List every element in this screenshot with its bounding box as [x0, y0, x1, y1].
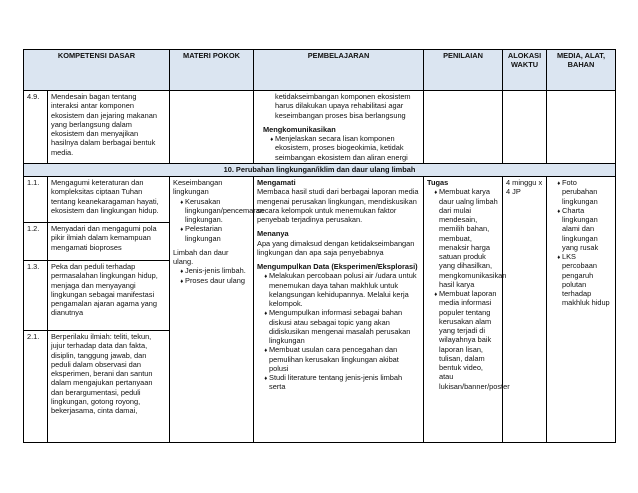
materi-pokok-cell: [170, 177, 264, 443]
kd-text: Mengagumi keteraturan dan kompleksitas ciptaan Tuhan tentang keanekaragaman hayati, ekosistem dan lingkungan hidup.: [48, 177, 170, 223]
syllabus-table: [23, 49, 616, 443]
header-row: [24, 50, 616, 91]
pembelajaran-bullet-list-top: [263, 134, 420, 162]
kd-number: 4.9.: [24, 91, 48, 164]
pembelajaran-cell-top: [254, 91, 424, 164]
list-item: • Melakukan percobaan polusi air /udara untuk menemukan daya tahan makhluk untuk kelangsungan kehidupannya. Melalui kerja kelompok.: [269, 271, 420, 308]
list-item: • LKS percobaan pengaruh polutan terhadap makhluk hidup: [562, 252, 612, 308]
header-kompetensi-dasar: KOMPETENSI DASAR: [24, 50, 170, 91]
materi-bullet-list: [173, 196, 264, 243]
penilaian-cell: [424, 177, 510, 443]
header-penilaian: PENILAIAN: [424, 50, 503, 91]
media-cell-empty: [547, 91, 616, 164]
media-cell: [547, 177, 616, 443]
kd-text: Berperilaku ilmiah: teliti, tekun, jujur terhadap data dan fakta, disiplin, tanggung jawab, dan peduli dalam observasi dan eksperimen, berani dan santun dalam mengajukan pertanyaan dan berargumentasi, peduli lingkungan, gotong royong, bekerjasama, cinta damai,: [48, 331, 170, 443]
penilaian-bullet-list: [427, 187, 510, 391]
list-item: • Pelestarian lingkungan: [185, 224, 250, 243]
kd-number: 1.3.: [24, 261, 48, 331]
section-row: [24, 164, 616, 177]
list-item: • Menjelaskan secara lisan komponen ekosistem, proses biogeokimia, ketidak seimbangan ekosistem dan aliran energi: [275, 134, 420, 162]
pembelajaran-cell: [254, 177, 424, 443]
header-media-alat-bahan: MEDIA, ALAT, BAHAN: [547, 50, 616, 91]
materi-sub-bullet-list: [173, 266, 250, 285]
list-item: • Jenis-jenis limbah.: [185, 266, 250, 275]
section-title: 10. Perubahan lingkungan/iklim dan daur ulang limbah: [24, 164, 616, 177]
heading-mengumpulkan-data: Mengumpulkan Data (Eksperimen/Eksplorasi): [257, 262, 418, 271]
materi-subtitle: Limbah dan daur ulang.: [173, 247, 229, 266]
alokasi-cell-empty: [503, 91, 547, 164]
penilaian-title: Tugas: [427, 178, 449, 187]
kd-text: Menyadari dan mengagumi pola pikir ilmiah dalam kemampuan mengamati bioproses: [48, 223, 170, 261]
heading-mengamati: Mengamati: [257, 178, 296, 187]
list-item: • Membuat laporan media informasi populer tentang kerusakan alam yang terjadi di wilayahnya baik laporan lisan, tulisan, dalam bentuk video, atau lukisan/banner/poster: [439, 289, 499, 391]
list-item: • Membuat karya daur ualng limbah dari mulai mendesain, memilih bahan, membuat, menaksir harga satuan produk yang dihasilkan, mengkomunikasikan hasil karya: [439, 187, 499, 289]
pembelajaran-heading-mengkomunikasikan: Mengkomunikasikan: [263, 124, 336, 134]
materi-cell-empty: [170, 91, 254, 164]
pembelajaran-bullet-list: [257, 271, 420, 391]
list-item: • Proses daur ulang: [185, 276, 250, 285]
heading-menanya: Menanya: [257, 229, 289, 239]
pembelajaran-continuation: ketidakseimbangan komponen ekosistem harus dilakukan upaya rehabilitasi agar keseimbangan proses bisa berlangsung: [275, 92, 411, 120]
kd-number: 2.1.: [24, 331, 48, 443]
list-item: • Mengumpulkan informasi sebagai bahan diskusi atau sebagai topic yang akan didiskusikan mengenai masalah perusakan lingkungan: [269, 308, 420, 345]
list-item: • Charta lingkungan alami dan lingkungan yang rusak: [562, 206, 612, 252]
kd-text: Mendesain bagan tentang interaksi antar komponen ekosistem dan jejaring makanan yang berlangsung dalam ekosistem dan menyajikan hasilnya dalam berbagai bentuk media.: [48, 91, 170, 164]
media-bullet-list: [550, 178, 612, 308]
list-item: • Foto perubahan lingkungan: [562, 178, 612, 206]
penilaian-cell-empty: [424, 91, 503, 164]
kd-number: 1.1.: [24, 177, 48, 223]
table-row-4-9: [24, 91, 616, 164]
header-alokasi-waktu: ALOKASI WAKTU: [503, 50, 547, 91]
materi-title: Keseimbangan lingkungan: [173, 178, 223, 197]
text-mengamati: Membaca hasil studi dari berbagai laporan media mengenai perusakan lingkungan, mendiskusikan secara kelompok untuk menemukan faktor penyebab terjadinya perusakan.: [257, 187, 419, 224]
header-materi-pokok: MATERI POKOK: [170, 50, 254, 91]
kd-text: Peka dan peduli terhadap permasalahan lingkungan hidup, menjaga dan menyayangi lingkungan sebagai manifestasi pengamalan ajaran agama yang dianutnya: [48, 261, 170, 331]
list-item: • Membuat usulan cara pencegahan dan pemulihan kerusakan lingkungan akibat polusi: [269, 345, 420, 373]
kd-number: 1.2.: [24, 223, 48, 261]
text-menanya: Apa yang dimaksud dengan ketidakseimbangan lingkungan dan apa saja penyebabnya: [257, 238, 415, 257]
list-item: • Studi literature tentang jenis-jenis limbah serta: [269, 373, 420, 392]
list-item: • Kerusakan lingkungan/pencemaran lingkungan.: [185, 197, 250, 225]
alokasi-waktu-cell: 4 minggu x 4 JP: [503, 177, 547, 443]
header-pembelajaran: PEMBELAJARAN: [254, 50, 424, 91]
table-row-1-1: [24, 177, 616, 223]
